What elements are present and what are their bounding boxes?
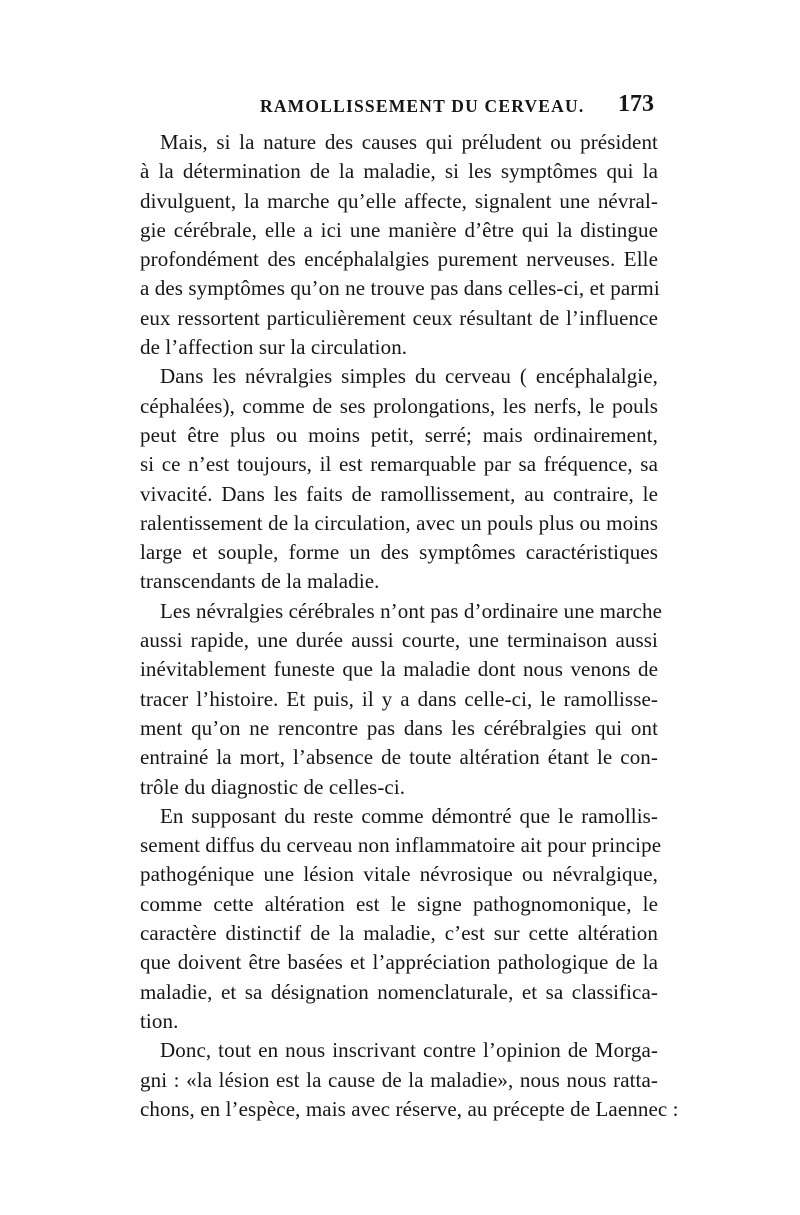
text-line: chons, en l’espèce, mais avec réserve, au précepte de Laennec : — [140, 1096, 679, 1121]
text-line: Mais, si la nature des causes qui préludent ou président — [160, 130, 658, 154]
text-line: divulguent, la marche qu’elle affecte, signalent une névral- — [140, 188, 658, 213]
text-line: peut être plus ou moins petit, serré; mais ordinairement, — [140, 422, 658, 447]
text-line: vivacité. Dans les faits de ramollissement, au contraire, le — [140, 481, 658, 506]
text-line: profondément des encéphalalgies purement nerveuses. Elle — [140, 247, 658, 272]
text-line: ment qu’on ne rencontre pas dans les cérébralgies qui ont — [140, 715, 658, 740]
text-line: gni : «la lésion est la cause de la maladie», nous nous ratta- — [140, 1067, 658, 1092]
text-line: maladie, et sa désignation nomenclaturale, et sa classifica- — [140, 979, 658, 1004]
text-line: trôle du diagnostic de celles-ci. — [140, 774, 406, 799]
text-line: Dans les névralgies simples du cerveau ( encéphalalgie, — [160, 364, 658, 389]
text-line: transcendants de la maladie. — [140, 569, 380, 594]
text-line: comme cette altération est le signe pathognomonique, le — [140, 891, 658, 916]
text-line: sement diffus du cerveau non inflammatoire ait pour principe — [140, 833, 662, 858]
text-line: à la détermination de la maladie, si les symptômes qui la — [140, 159, 658, 184]
text-line: caractère distinctif de la maladie, c’est sur cette altération — [140, 921, 658, 946]
running-title: RAMOLLISSEMENT DU CERVEAU. — [260, 96, 585, 116]
text-line: que doivent être basées et l’appréciation pathologique de la — [140, 950, 658, 975]
text-line: gie cérébrale, elle a ici une manière d’être qui la distingue — [140, 217, 658, 242]
text-line: entrainé la mort, l’absence de toute altération étant le con- — [140, 745, 658, 770]
text-line: tion. — [140, 1008, 179, 1033]
running-head — [140, 91, 658, 122]
body-text — [140, 128, 679, 1124]
text-line: large et souple, forme un des symptômes caractéristiques — [140, 540, 658, 565]
text-line: aussi rapide, une durée aussi courte, une terminaison aussi — [140, 628, 658, 653]
text-line: tracer l’histoire. Et puis, il y a dans celle-ci, le ramollisse- — [140, 686, 658, 711]
text-line: ralentissement de la circulation, avec un pouls plus ou moins — [140, 510, 658, 535]
text-line: En supposant du reste comme démontré que le ramollis- — [160, 803, 658, 828]
text-line: inévitablement funeste que la maladie dont nous venons de — [140, 657, 658, 682]
text-line: eux ressortent particulièrement ceux résultant de l’influence — [140, 305, 658, 330]
text-line: Donc, tout en nous inscrivant contre l’opinion de Morga- — [160, 1038, 658, 1063]
text-line: si ce n’est toujours, il est remarquable par sa fréquence, sa — [140, 452, 658, 477]
text-line: Les névralgies cérébrales n’ont pas d’ordinaire une marche — [160, 598, 662, 623]
text-line: a des symptômes qu’on ne trouve pas dans celles-ci, et parmi — [140, 276, 660, 301]
text-line: pathogénique une lésion vitale névrosique ou névralgique, — [140, 862, 658, 887]
text-line: de l’affection sur la circulation. — [140, 335, 408, 360]
text-line: céphalées), comme de ses prolongations, les nerfs, le pouls — [140, 393, 658, 418]
page-number: 173 — [618, 91, 654, 117]
